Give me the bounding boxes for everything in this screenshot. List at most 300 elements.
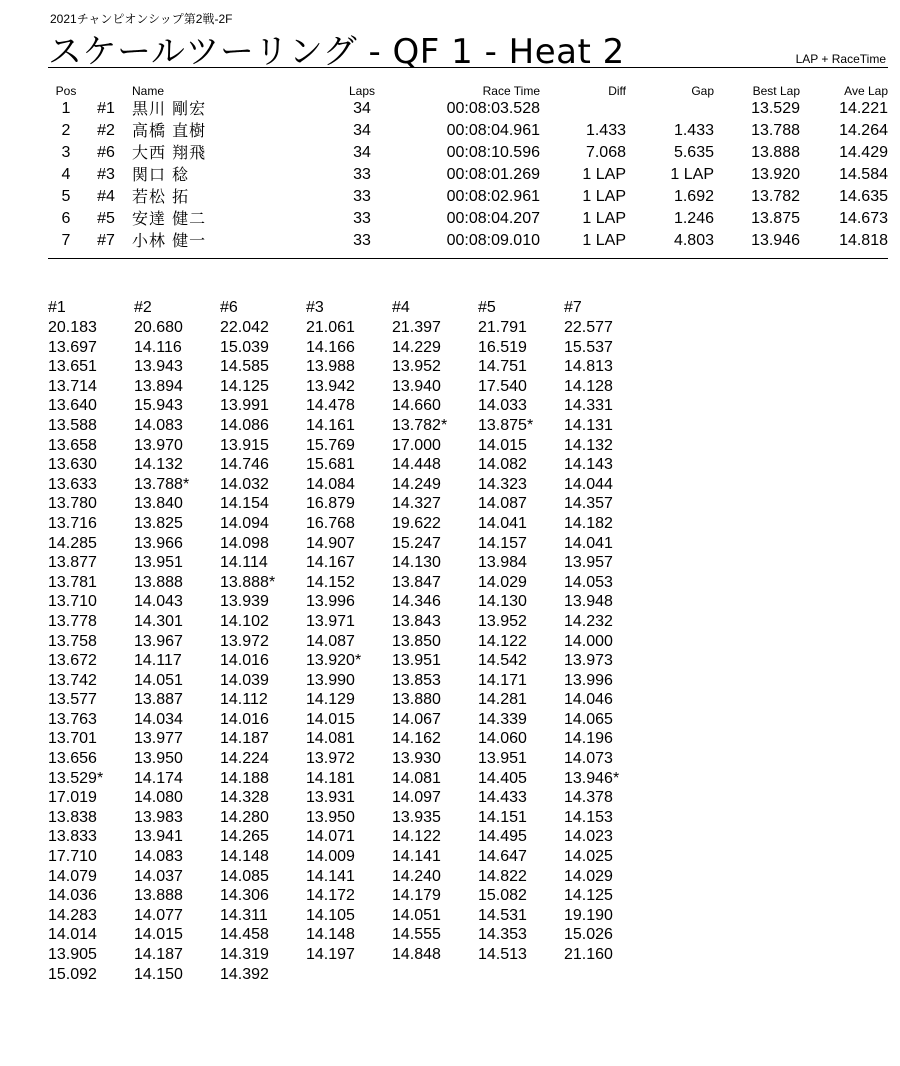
lap-time-cell: 14.015: [306, 710, 355, 728]
results-table: [48, 84, 888, 252]
racetime-cell: 00:08:02.961: [446, 188, 540, 205]
bestlap-cell: 13.920: [751, 166, 800, 183]
diff-cell: 1 LAP: [582, 232, 626, 249]
lap-row: [48, 945, 650, 965]
lap-time-cell: 14.647: [478, 848, 527, 866]
laps-cell: 34: [353, 100, 371, 117]
lap-time-cell: 13.894: [134, 377, 183, 395]
lap-time-cell: 13.941: [134, 828, 183, 846]
lap-time-cell: 14.083: [134, 416, 183, 434]
lap-time-cell: 16.879: [306, 495, 355, 513]
lap-time-cell: 14.141: [306, 867, 355, 885]
col-pos-header: Pos: [55, 84, 77, 98]
lap-time-cell: 21.791: [478, 319, 527, 336]
lap-time-cell: 14.405: [478, 769, 527, 787]
lap-time-cell: 13.847: [392, 573, 441, 591]
lap-time-cell: 14.130: [478, 593, 527, 611]
lap-time-cell: 13.991: [220, 397, 269, 415]
car-column-header: #1: [48, 299, 66, 316]
lap-time-cell: 14.083: [134, 848, 183, 866]
lap-time-cell: 14.086: [220, 416, 269, 434]
lap-row: [48, 671, 650, 691]
diff-cell: 1 LAP: [582, 166, 626, 183]
name-cell: 大西 翔飛: [132, 143, 207, 162]
lap-time-cell: 14.132: [134, 456, 183, 474]
lap-time-cell: 21.160: [564, 946, 613, 963]
lap-time-cell: 14.907: [306, 534, 355, 552]
lap-time-cell: 14.513: [478, 946, 527, 963]
lap-row: [48, 573, 650, 593]
lap-time-cell: 15.537: [564, 338, 613, 356]
lap-time-cell: 14.141: [392, 848, 441, 866]
lap-time-cell: 15.247: [392, 534, 441, 552]
lap-time-cell: 14.051: [134, 671, 183, 689]
lap-time-cell: 14.125: [220, 377, 269, 395]
lap-time-cell: 13.984: [478, 554, 527, 572]
lap-time-cell: 13.887: [134, 691, 183, 709]
lap-time-cell: 13.877: [48, 554, 97, 572]
lap-time-cell: 20.183: [48, 319, 97, 336]
lap-row: [48, 827, 650, 847]
gap-cell: 5.635: [673, 144, 714, 161]
lap-time-cell: 14.353: [478, 926, 527, 944]
laps-cell: 33: [353, 232, 371, 249]
lap-row: [48, 965, 650, 985]
lap-row: [48, 377, 650, 397]
col-gap-header: Gap: [691, 84, 714, 98]
gap-cell: 1 LAP: [670, 166, 714, 183]
result-row: [48, 164, 888, 186]
lap-time-cell: 14.555: [392, 926, 441, 944]
number-cell: #6: [97, 144, 115, 161]
lap-row: [48, 710, 650, 730]
lap-time-cell: 14.187: [220, 730, 269, 748]
lap-time-cell: 14.079: [48, 867, 97, 885]
lap-time-cell: 14.131: [564, 416, 613, 434]
lap-time-cell: 14.000: [564, 632, 613, 650]
lap-time-cell: 14.249: [392, 475, 441, 493]
car-column-header: #2: [134, 299, 152, 316]
gap-cell: 1.246: [673, 210, 714, 227]
lap-time-cell: 13.888*: [220, 573, 276, 591]
lap-time-cell: 14.116: [134, 338, 182, 356]
number-cell: #7: [97, 232, 115, 249]
lap-time-cell: 13.781: [48, 573, 97, 591]
lap-time-cell: 14.585: [220, 358, 269, 376]
lap-time-cell: 13.939: [220, 593, 269, 611]
lap-row: [48, 690, 650, 710]
lap-time-cell: 13.905: [48, 946, 97, 963]
laps-cell: 33: [353, 188, 371, 205]
lap-time-cell: 16.768: [306, 514, 355, 532]
lap-row: [48, 651, 650, 671]
diff-cell: 1.433: [585, 122, 626, 139]
name-cell: 若松 拓: [132, 187, 190, 206]
lap-time-cell: 13.853: [392, 671, 441, 689]
lap-time-cell: 13.788*: [134, 475, 190, 493]
lap-time-cell: 14.044: [564, 475, 613, 493]
number-cell: #1: [97, 100, 115, 117]
lap-time-cell: 13.888: [134, 887, 183, 905]
lap-time-cell: 14.182: [564, 514, 613, 532]
lap-time-cell: [564, 965, 650, 985]
lap-row: [48, 592, 650, 612]
avelap-cell: 14.429: [839, 144, 888, 161]
pos-cell: 1: [61, 100, 71, 117]
lap-time-cell: 14.143: [564, 456, 613, 474]
lap-time-cell: 14.154: [220, 495, 269, 513]
lap-time-cell: 13.701: [48, 730, 97, 748]
pos-cell: 3: [61, 144, 71, 161]
lap-time-cell: 14.015: [134, 926, 183, 944]
lap-time-cell: [478, 965, 564, 985]
lap-time-cell: 14.125: [564, 887, 613, 905]
lap-time-cell: 14.046: [564, 691, 613, 709]
lap-time-cell: 14.077: [134, 906, 183, 924]
bestlap-cell: 13.782: [751, 188, 800, 205]
lap-time-cell: 14.084: [306, 475, 355, 493]
lap-time-cell: 14.433: [478, 789, 527, 807]
lap-time-cell: 14.746: [220, 456, 269, 474]
lap-time-cell: 14.323: [478, 475, 527, 493]
lap-time-cell: [306, 965, 392, 985]
lap-time-cell: 13.588: [48, 416, 97, 434]
lap-time-cell: 22.042: [220, 319, 269, 336]
lap-time-cell: 14.166: [306, 338, 355, 356]
col-bestlap-header: Best Lap: [752, 84, 800, 98]
lap-row: [48, 612, 650, 632]
lap-time-cell: 14.301: [134, 612, 183, 630]
lap-time-cell: 13.935: [392, 808, 441, 826]
diff-cell: [540, 98, 626, 120]
lap-time-cell: 14.331: [564, 397, 613, 415]
lap-time-cell: 13.973: [564, 652, 613, 670]
lap-time-cell: 13.970: [134, 436, 183, 454]
lap-time-cell: 13.529*: [48, 769, 104, 787]
lap-row: [48, 338, 650, 358]
lap-time-cell: 17.000: [392, 436, 441, 454]
car-column-header: #6: [220, 299, 238, 316]
lap-time-cell: 13.630: [48, 456, 97, 474]
lap-time-cell: 14.023: [564, 828, 613, 846]
lap-time-cell: 13.838: [48, 808, 97, 826]
pos-cell: 5: [61, 188, 71, 205]
lap-time-cell: 14.150: [134, 965, 183, 983]
lap-time-cell: 14.328: [220, 789, 269, 807]
lap-time-cell: 13.697: [48, 338, 97, 356]
lap-row: [48, 847, 650, 867]
lap-time-cell: [392, 965, 478, 985]
lap-time-cell: 14.014: [48, 926, 97, 944]
lap-time-cell: 15.039: [220, 338, 269, 356]
lap-time-cell: 13.950: [134, 750, 183, 768]
lap-time-cell: 14.813: [564, 358, 613, 376]
lap-time-cell: 14.071: [306, 828, 355, 846]
result-row: [48, 230, 888, 252]
number-cell: #3: [97, 166, 115, 183]
lap-time-cell: 14.105: [306, 906, 355, 924]
lap-time-cell: 14.034: [134, 710, 183, 728]
avelap-cell: 14.818: [839, 232, 888, 249]
lap-row: [48, 788, 650, 808]
bestlap-cell: 13.529: [751, 100, 800, 117]
lap-time-cell: 14.458: [220, 926, 269, 944]
lap-time-cell: 14.319: [220, 946, 269, 963]
lap-times-header-row: [48, 297, 650, 318]
lap-row: [48, 886, 650, 906]
lap-time-cell: 20.680: [134, 319, 183, 336]
page-title: スケールツーリング - QF 1 - Heat 2: [48, 32, 625, 72]
lap-time-cell: 14.009: [306, 848, 355, 866]
lap-time-cell: 14.229: [392, 338, 441, 356]
lap-time-cell: 13.742: [48, 671, 97, 689]
car-column-header: #3: [306, 299, 324, 316]
number-cell: #2: [97, 122, 115, 139]
racetime-cell: 00:08:10.596: [446, 144, 540, 161]
lap-time-cell: 14.448: [392, 456, 441, 474]
col-avelap-header: Ave Lap: [844, 84, 888, 98]
lap-time-cell: 14.097: [392, 789, 441, 807]
lap-row: [48, 632, 650, 652]
racetime-cell: 00:08:04.961: [446, 122, 540, 139]
lap-row: [48, 436, 650, 456]
lap-time-cell: 14.188: [220, 769, 269, 787]
results-header-row: [48, 84, 888, 98]
lap-time-cell: 13.990: [306, 671, 355, 689]
lap-row: [48, 867, 650, 887]
lap-time-cell: 13.633: [48, 475, 97, 493]
lap-time-cell: 14.037: [134, 867, 183, 885]
lap-time-cell: 14.822: [478, 867, 527, 885]
name-cell: 関口 稔: [132, 165, 190, 184]
lap-time-cell: 19.622: [392, 514, 441, 532]
lap-time-cell: 14.478: [306, 397, 355, 415]
avelap-cell: 14.584: [839, 166, 888, 183]
name-cell: 高橋 直樹: [132, 121, 207, 140]
lap-time-cell: 14.357: [564, 495, 613, 513]
diff-cell: 1 LAP: [582, 188, 626, 205]
number-cell: #4: [97, 188, 115, 205]
lap-time-cell: 14.082: [478, 456, 527, 474]
name-cell: 小林 健一: [132, 231, 207, 250]
lap-time-cell: 13.672: [48, 652, 97, 670]
lap-row: [48, 318, 650, 338]
lap-time-cell: 14.378: [564, 789, 613, 807]
lap-time-cell: 14.039: [220, 671, 269, 689]
lap-time-cell: 13.972: [306, 750, 355, 768]
col-number-header: [84, 84, 128, 98]
lap-time-cell: 14.327: [392, 495, 441, 513]
lap-time-cell: 14.152: [306, 573, 355, 591]
lap-time-cell: 14.339: [478, 710, 527, 728]
header-rule: [48, 67, 888, 68]
lap-time-cell: 14.122: [478, 632, 527, 650]
lap-time-cell: 14.283: [48, 906, 97, 924]
lap-time-cell: 15.092: [48, 965, 97, 983]
laps-cell: 34: [353, 122, 371, 139]
lap-time-cell: 14.029: [564, 867, 613, 885]
lap-row: [48, 475, 650, 495]
lap-time-cell: 13.957: [564, 554, 613, 572]
lap-time-cell: 14.148: [306, 926, 355, 944]
lap-time-cell: 13.966: [134, 534, 183, 552]
result-row: [48, 142, 888, 164]
col-racetime-header: Race Time: [482, 84, 540, 98]
lap-row: [48, 906, 650, 926]
lap-time-cell: 13.782*: [392, 416, 448, 434]
lap-time-cell: 14.067: [392, 710, 441, 728]
lap-time-cell: 13.972: [220, 632, 269, 650]
lap-time-cell: 13.710: [48, 593, 97, 611]
result-row: [48, 98, 888, 120]
lap-time-cell: 13.888: [134, 573, 183, 591]
lap-time-cell: 14.224: [220, 750, 269, 768]
lap-time-cell: 13.951: [392, 652, 441, 670]
lap-time-cell: 14.179: [392, 887, 441, 905]
lap-time-cell: 14.015: [478, 436, 527, 454]
lap-time-cell: 14.029: [478, 573, 527, 591]
lap-time-cell: 14.117: [134, 652, 182, 670]
bestlap-cell: 13.888: [751, 144, 800, 161]
bestlap-cell: 13.875: [751, 210, 800, 227]
lap-time-cell: 19.190: [564, 906, 613, 924]
lap-time-cell: 14.114: [220, 554, 268, 572]
lap-time-cell: 14.161: [306, 416, 355, 434]
lap-time-cell: 14.073: [564, 750, 613, 768]
lap-time-cell: 14.174: [134, 769, 183, 787]
lap-row: [48, 749, 650, 769]
lap-time-cell: 13.656: [48, 750, 97, 768]
lap-time-cell: 13.952: [392, 358, 441, 376]
result-row: [48, 208, 888, 230]
lap-time-cell: 17.540: [478, 377, 527, 395]
lap-time-cell: 15.026: [564, 926, 613, 944]
lap-time-cell: 13.942: [306, 377, 355, 395]
lap-time-cell: 13.843: [392, 612, 441, 630]
lap-time-cell: 14.196: [564, 730, 613, 748]
lap-time-cell: 13.971: [306, 612, 355, 630]
lap-time-cell: 14.153: [564, 808, 613, 826]
lap-time-cell: 14.041: [478, 514, 527, 532]
lap-time-cell: 14.051: [392, 906, 441, 924]
diff-cell: 7.068: [585, 144, 626, 161]
lap-time-cell: 14.187: [134, 946, 183, 963]
laps-cell: 33: [353, 210, 371, 227]
racetime-cell: 00:08:04.207: [446, 210, 540, 227]
lap-row: [48, 925, 650, 945]
lap-row: [48, 514, 650, 534]
lap-time-cell: 14.181: [306, 769, 355, 787]
gap-cell: 1.692: [673, 188, 714, 205]
lap-row: [48, 494, 650, 514]
pos-cell: 2: [61, 122, 71, 139]
lap-time-cell: 14.112: [220, 691, 268, 709]
lap-time-cell: 13.996: [564, 671, 613, 689]
lap-row: [48, 729, 650, 749]
lap-time-cell: 14.306: [220, 887, 269, 905]
lap-time-cell: 14.065: [564, 710, 613, 728]
lap-time-cell: 14.265: [220, 828, 269, 846]
lap-time-cell: 13.951: [134, 554, 183, 572]
lap-time-cell: 14.130: [392, 554, 441, 572]
lap-time-cell: 14.102: [220, 612, 269, 630]
report-type-label: LAP + RaceTime: [795, 52, 886, 66]
lap-time-cell: 13.780: [48, 495, 97, 513]
lap-time-cell: 15.943: [134, 397, 183, 415]
col-name-header: Name: [132, 84, 165, 98]
lap-time-cell: 13.920*: [306, 652, 362, 670]
name-cell: 安達 健二: [132, 209, 207, 228]
col-diff-header: Diff: [608, 84, 626, 98]
lap-time-cell: 13.850: [392, 632, 441, 650]
lap-time-cell: 14.122: [392, 828, 441, 846]
lap-time-cell: 13.996: [306, 593, 355, 611]
lap-row: [48, 769, 650, 789]
lap-time-cell: 14.346: [392, 593, 441, 611]
bestlap-cell: 13.788: [751, 122, 800, 139]
racetime-cell: 00:08:01.269: [446, 166, 540, 183]
lap-time-cell: 13.940: [392, 377, 441, 395]
lap-time-cell: 14.172: [306, 887, 355, 905]
lap-time-cell: 14.531: [478, 906, 527, 924]
lap-time-cell: 14.751: [478, 358, 527, 376]
lap-time-cell: 14.148: [220, 848, 269, 866]
lap-time-cell: 14.036: [48, 887, 97, 905]
lap-time-cell: 14.281: [478, 691, 527, 709]
lap-time-cell: 13.763: [48, 710, 97, 728]
lap-time-cell: 14.033: [478, 397, 527, 415]
lap-time-cell: 13.716: [48, 514, 97, 532]
avelap-cell: 14.635: [839, 188, 888, 205]
lap-time-cell: 14.080: [134, 789, 183, 807]
lap-row: [48, 553, 650, 573]
lap-row: [48, 455, 650, 475]
lap-time-cell: 13.577: [48, 691, 97, 709]
lap-time-cell: 14.848: [392, 946, 441, 963]
name-cell: 黒川 剛宏: [132, 99, 207, 118]
lap-time-cell: 14.085: [220, 867, 269, 885]
lap-time-cell: 13.943: [134, 358, 183, 376]
lap-time-cell: 14.132: [564, 436, 613, 454]
pos-cell: 4: [61, 166, 71, 183]
lap-time-cell: 13.640: [48, 397, 97, 415]
number-cell: #5: [97, 210, 115, 227]
lap-time-cell: 14.087: [306, 632, 355, 650]
lap-time-cell: 13.931: [306, 789, 355, 807]
lap-time-cell: 13.840: [134, 495, 183, 513]
lap-time-cell: 14.043: [134, 593, 183, 611]
diff-cell: 1 LAP: [582, 210, 626, 227]
lap-time-cell: 13.948: [564, 593, 613, 611]
lap-times-table: [48, 297, 650, 984]
lap-time-cell: 15.681: [306, 456, 355, 474]
lap-time-cell: 14.128: [564, 377, 613, 395]
pos-cell: 7: [61, 232, 71, 249]
car-column-header: #4: [392, 299, 410, 316]
lap-time-cell: 14.041: [564, 534, 613, 552]
lap-time-cell: 13.778: [48, 612, 97, 630]
lap-time-cell: 13.833: [48, 828, 97, 846]
lap-time-cell: 15.082: [478, 887, 527, 905]
lap-time-cell: 14.087: [478, 495, 527, 513]
lap-time-cell: 13.951: [478, 750, 527, 768]
lap-time-cell: 14.094: [220, 514, 269, 532]
car-column-header: #7: [564, 299, 582, 316]
lap-time-cell: 13.880: [392, 691, 441, 709]
lap-time-cell: 14.053: [564, 573, 613, 591]
lap-time-cell: 14.311: [220, 906, 268, 924]
lap-row: [48, 416, 650, 436]
